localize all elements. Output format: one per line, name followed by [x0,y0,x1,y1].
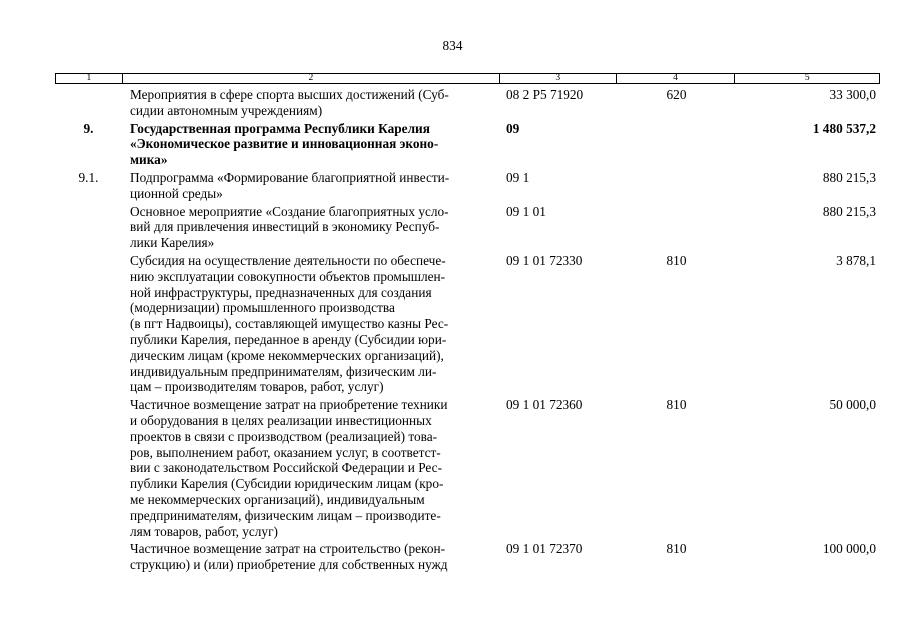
column-header-3: 3 [500,74,617,83]
row-number [55,541,122,573]
description-line: мика» [130,152,168,168]
table-row [55,87,880,119]
description-line: и оборудования в целях реализации инвестиционных [130,412,432,428]
row-expense-type: 620 [666,87,687,102]
row-description [122,204,500,251]
row-amount: 1 480 537,2 [812,120,876,136]
description-line: лям товаров, работ, услуг) [130,523,278,539]
row-description [122,397,500,539]
row-description [122,121,500,168]
table-row [55,253,880,395]
column-header-1: 1 [56,74,123,83]
description-line: «Экономическое развитие и инновационная эконо- [130,136,439,152]
column-header-4: 4 [617,74,736,83]
description-line: Субсидия на осуществление деятельности по обеспече- [130,252,446,268]
table-row [55,397,880,539]
row-expense-type: 810 [666,397,687,413]
description-line: публики Карелия, переданное в аренду (Субсидии юри- [130,331,447,347]
description-line: дическим лицам (кроме некоммерческих организаций), [130,347,444,363]
description-line: ной инфраструктуры, предназначенных для создания [130,284,432,300]
description-line: нию эксплуатации совокупности объектов промышлен- [130,268,446,284]
row-expense-type: 810 [666,252,687,268]
row-expense-type: 810 [666,541,687,557]
description-line: лики Карелия» [130,235,215,251]
description-line: ров, выполнением работ, оказанием услуг, в соответст- [130,444,441,460]
column-header-2: 2 [123,74,500,83]
row-budget-code: 09 [506,120,520,136]
table-header [55,73,880,84]
description-line: Государственная программа Республики Карелия [130,120,430,136]
description-line: вий для привлечения инвестиций в экономику Респуб- [130,219,440,235]
row-amount: 3 878,1 [836,252,876,268]
row-budget-code: 09 1 01 72370 [506,541,583,557]
row-budget-code: 09 1 01 72330 [506,252,583,268]
description-line: предпринимателям, физическим лицам – производите- [130,507,441,523]
description-line: проектов в связи с производством (реализацией) това- [130,428,438,444]
row-expense-type [617,170,736,202]
description-line: Частичное возмещение затрат на приобретение техники [130,397,448,413]
description-line: Частичное возмещение затрат на строительство (рекон- [130,541,446,557]
table-row [55,541,880,573]
description-line: Подпрограмма «Формирование благоприятной инвести- [130,169,450,185]
description-line: цам – производителям товаров, работ, услуг) [130,379,384,395]
row-amount: 880 215,3 [822,169,876,185]
row-amount: 33 300,0 [829,87,876,102]
column-header-5: 5 [804,73,810,83]
row-number [55,204,122,251]
row-number [55,87,122,119]
description-line: индивидуальным предпринимателям, физическим ли- [130,363,437,379]
description-line: сидии автономным учреждениям) [130,102,323,118]
row-number [55,397,122,539]
row-description [122,253,500,395]
row-description [122,87,500,119]
row-number: 9.1. [78,169,99,185]
row-number: 9. [83,120,94,136]
description-line: Мероприятия в сфере спорта высших достижений (Суб- [130,87,449,102]
row-budget-code: 09 1 01 [506,203,546,219]
row-description [122,170,500,202]
description-line: (модернизации) промышленного производства [130,300,395,316]
description-line: публики Карелия (Субсидии юридическим лицам (кро- [130,476,444,492]
description-line: (в пгт Надвоицы), составляющей имущество казны Рес- [130,316,449,332]
table-body [55,87,880,573]
description-line: ме некоммерческих организаций), индивидуальным [130,491,425,507]
description-line: Основное мероприятие «Создание благоприятных усло- [130,203,449,219]
row-amount: 100 000,0 [822,541,876,557]
table-row [55,121,880,168]
table-row [55,170,880,202]
row-expense-type [617,121,736,168]
row-number [55,253,122,395]
description-line: вии с законодательством Российской Федерации и Рес- [130,460,442,476]
row-amount: 880 215,3 [822,203,876,219]
row-description [122,541,500,573]
description-line: ционной среды» [130,185,223,201]
page-number: 834 [442,38,463,53]
row-expense-type [617,204,736,251]
row-budget-code: 09 1 [506,169,530,185]
row-budget-code: 08 2 P5 71920 [506,87,584,102]
row-amount: 50 000,0 [829,397,876,413]
description-line: струкцию) и (или) приобретение для собственных нужд [130,557,448,573]
table-row [55,204,880,251]
row-budget-code: 09 1 01 72360 [506,397,583,413]
